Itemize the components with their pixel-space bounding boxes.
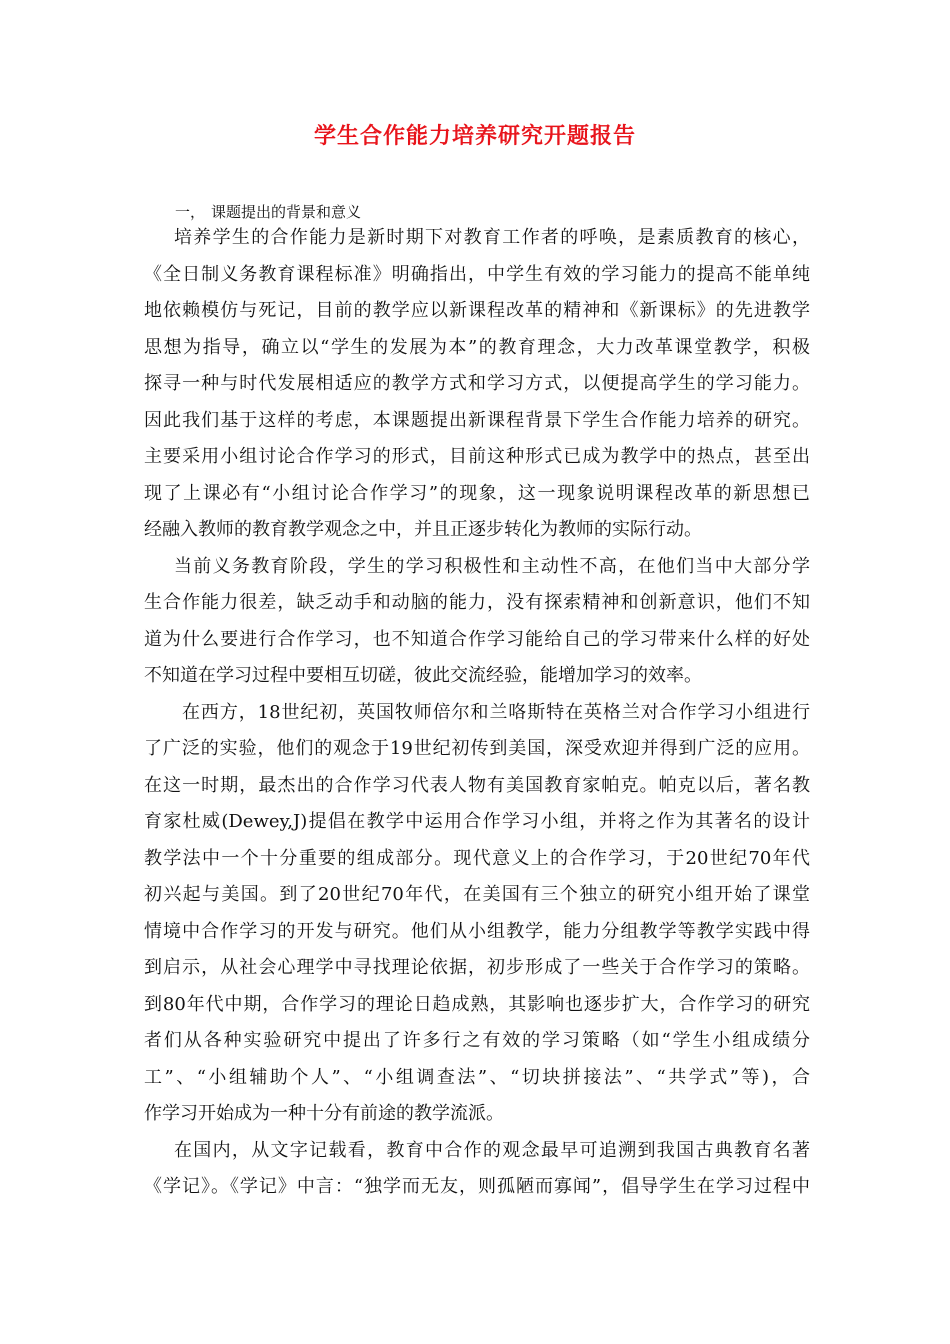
paragraph-line: 《学记》。《学记》中言：“独学而无友，则孤陋而寡闻”，倡导学生在学习过程中	[144, 1176, 810, 1197]
paragraph-line: 生合作能力很差，缺乏动手和动脑的能力，没有探索精神和创新意识，他们不知	[144, 592, 810, 613]
paragraph-4	[144, 1133, 810, 1206]
paragraph-line: 《全日制义务教育课程标准》明确指出，中学生有效的学习能力的提高不能单纯	[144, 263, 810, 285]
paragraph-line: 当前义务教育阶段，学生的学习积极性和主动性不高，在他们当中大部分学	[174, 555, 810, 577]
document-title: 学生合作能力培养研究开题报告	[313, 123, 636, 149]
paragraph-line: 在国内，从文字记载看，教育中合作的观念最早可追溯到我国古典教育名著	[174, 1139, 810, 1161]
paragraph-line: 作学习开始成为一种十分有前途的教学流派。	[144, 1103, 504, 1124]
paragraph-line: 不知道在学习过程中要相互切磋，彼此交流经验，能增加学习的效率。	[144, 665, 702, 686]
section-number: 一，	[175, 203, 206, 221]
paragraph-line: 培养学生的合作能力是新时期下对教育工作者的呼唤，是素质教育的核心，	[174, 227, 810, 248]
paragraph-line: 到80年代中期，合作学习的理论日趋成熟，其影响也逐步扩大，合作学习的研究	[144, 993, 810, 1015]
paragraph-line: 教学法中一个十分重要的组成部分。现代意义上的合作学习，于20世纪70年代	[144, 847, 810, 869]
section-heading-text: 课题提出的背景和意义	[211, 203, 362, 221]
paragraph-line: 经融入教师的教育教学观念之中，并且正逐步转化为教师的实际行动。	[144, 519, 702, 540]
paragraph-line: 现了上课必有“小组讨论合作学习”的现象，这一现象说明课程改革的新思想已	[144, 482, 810, 504]
paragraph-1	[144, 220, 810, 549]
paragraph-line: 道为什么要进行合作学习，也不知道合作学习能给自己的学习带来什么样的好处	[144, 628, 810, 650]
paragraph-line: 探寻一种与时代发展相适应的教学方式和学习方式，以便提高学生的学习能力。	[144, 373, 810, 394]
paragraph-line: 育家杜威(Dewey,J)提倡在教学中运用合作学习小组，并将之作为其著名的设计	[144, 811, 810, 832]
paragraph-line: 了广泛的实验，他们的观念于19世纪初传到美国，深受欢迎并得到广泛的应用。	[144, 738, 810, 759]
paragraph-line: 主要采用小组讨论合作学习的形式，目前这种形式已成为教学中的热点，甚至出	[144, 446, 810, 467]
paragraph-line: 者们从各种实验研究中提出了许多行之有效的学习策略（如“学生小组成绩分	[144, 1030, 810, 1051]
paragraph-2	[144, 549, 810, 695]
paragraph-line: 初兴起与美国。到了20世纪70年代，在美国有三个独立的研究小组开始了课堂	[144, 884, 810, 905]
paragraph-3	[144, 695, 810, 1133]
body-text	[144, 220, 810, 1206]
paragraph-line: 工”、“小组辅助个人”、“小组调查法”、“切块拼接法”、“共学式”等)，合	[144, 1066, 810, 1088]
paragraph-line: 在这一时期，最杰出的合作学习代表人物有美国教育家帕克。帕克以后，著名教	[144, 774, 810, 796]
paragraph-line: 情境中合作学习的开发与研究。他们从小组教学，能力分组教学等教学实践中得	[144, 920, 810, 942]
paragraph-line: 在西方，18世纪初，英国牧师倍尔和兰咯斯特在英格兰对合作学习小组进行	[182, 701, 810, 723]
paragraph-line: 地依赖模仿与死记，目前的教学应以新课程改革的精神和《新课标》的先进教学	[144, 300, 810, 321]
paragraph-line: 因此我们基于这样的考虑，本课题提出新课程背景下学生合作能力培养的研究。	[144, 409, 810, 431]
paragraph-line: 思想为指导，确立以“学生的发展为本”的教育理念，大力改革课堂教学，积极	[144, 336, 810, 358]
paragraph-line: 到启示，从社会心理学中寻找理论依据，初步形成了一些关于合作学习的策略。	[144, 957, 810, 978]
